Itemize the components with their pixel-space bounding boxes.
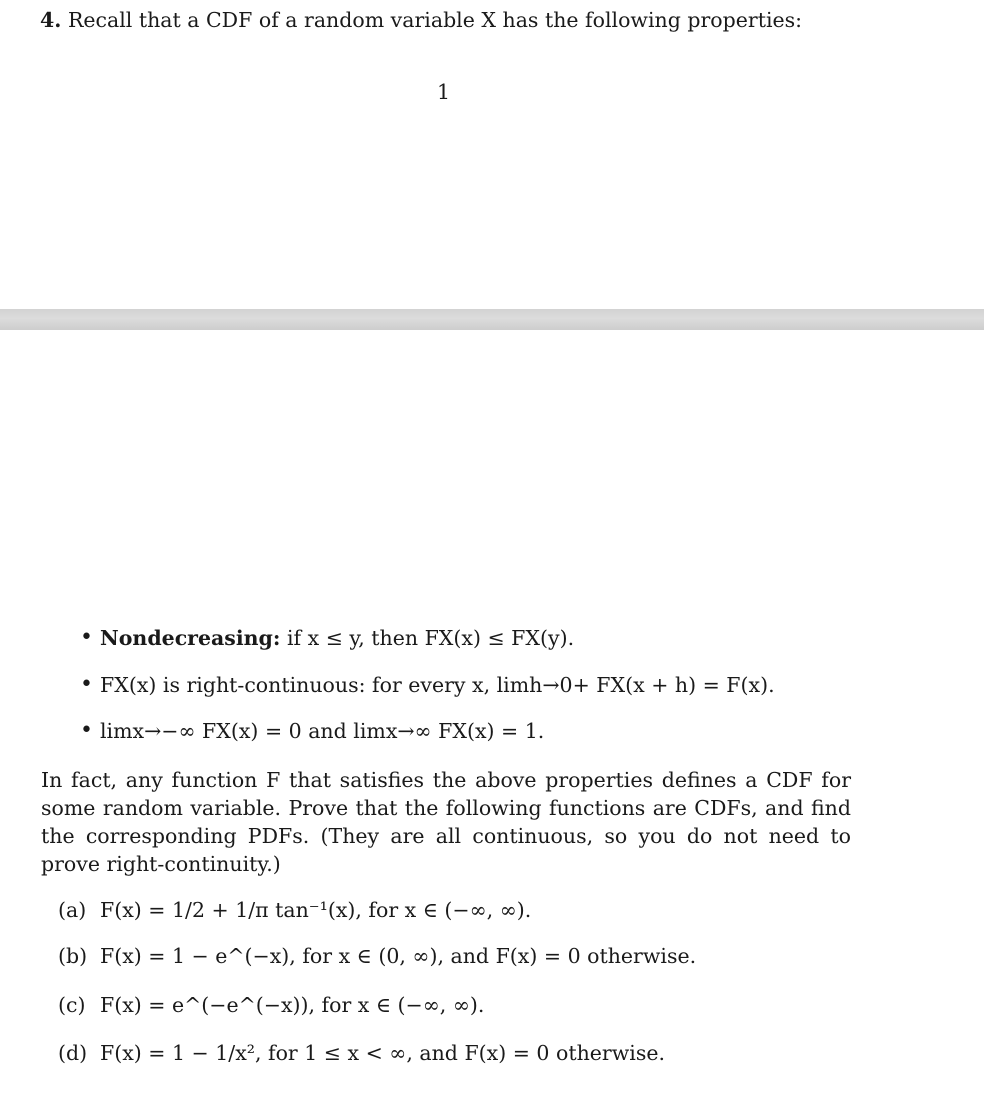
part-c-text: F(x) = e^(−e^(−x)), for x ∈ (−∞, ∞).: [100, 993, 485, 1017]
question-number: 4.: [40, 8, 62, 32]
bullet-icon: •: [80, 625, 93, 650]
property-limits: [100, 717, 544, 745]
property-nondecreasing: [100, 624, 574, 652]
page-separator: [0, 309, 984, 330]
property-text: if x ≤ y, then FX(x) ≤ FX(y).: [286, 626, 575, 650]
part-label: (a): [58, 898, 87, 922]
property-text: FX(x) is right-continuous: for every x, limh→0+ FX(x + h) = F(x).: [100, 673, 775, 697]
part-a-text: F(x) = 1/2 + 1/π tan⁻¹(x), for x ∈ (−∞, ∞).: [100, 898, 532, 922]
part-label: (d): [58, 1041, 88, 1065]
question-intro: Recall that a CDF of a random variable X has the following properties:: [67, 8, 803, 32]
part-label: (b): [58, 944, 88, 968]
bullet-icon: •: [80, 672, 93, 697]
property-bold: Nondecreasing:: [100, 626, 281, 650]
property-right-continuous: [100, 671, 775, 699]
part-d-text: F(x) = 1 − 1/x², for 1 ≤ x < ∞, and F(x) = 0 otherwise.: [100, 1041, 665, 1065]
page-number: 1: [437, 80, 451, 104]
body-paragraph: In fact, any function F that satisfies the above properties defines a CDF for some random variable. Prove that the following functions are CDFs, and find the corresponding PDFs. (They are all continuous, so you do not need to prove right-continuity.): [41, 768, 851, 876]
property-text: limx→−∞ FX(x) = 0 and limx→∞ FX(x) = 1.: [100, 719, 545, 743]
bullet-icon: •: [80, 718, 93, 743]
question-heading: [40, 6, 802, 34]
part-b-text: F(x) = 1 − e^(−x), for x ∈ (0, ∞), and F(x) = 0 otherwise.: [100, 944, 697, 968]
part-label: (c): [58, 993, 86, 1017]
